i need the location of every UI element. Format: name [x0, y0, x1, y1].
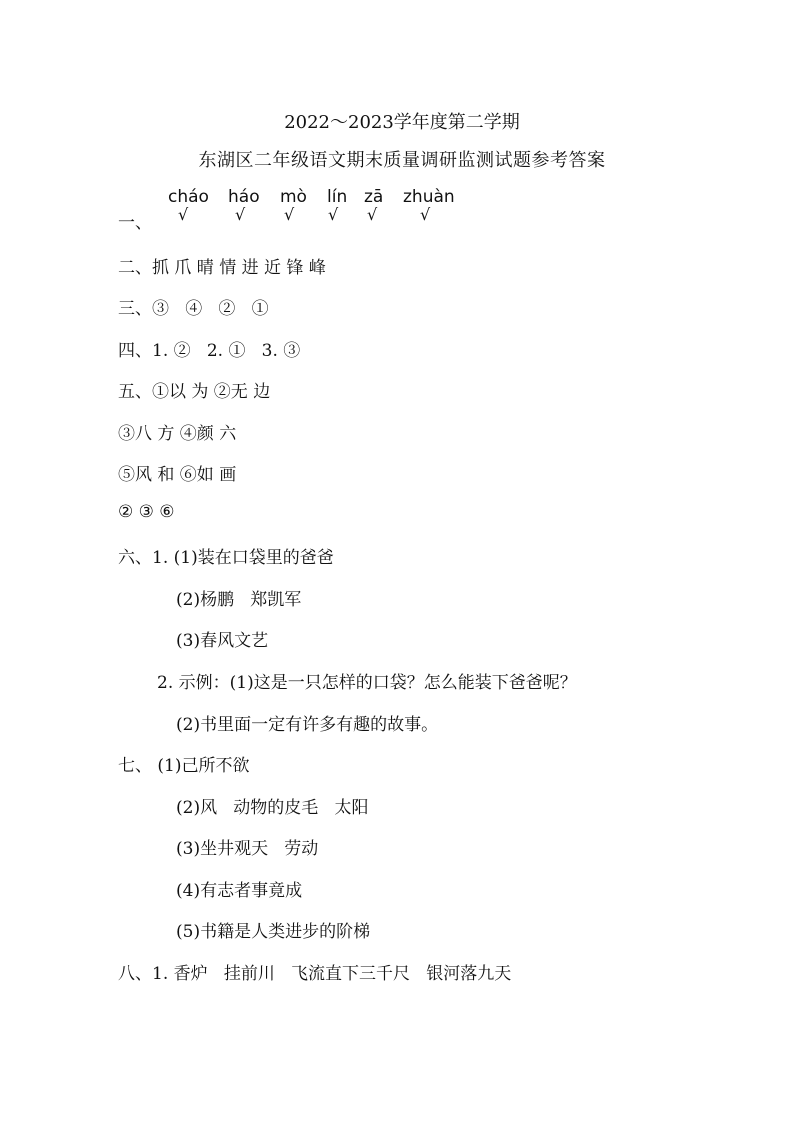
answer-7-2: (2)风 动物的皮毛 太阳: [176, 798, 369, 818]
answer-3: 三、③ ④ ② ①: [118, 299, 269, 319]
answer-6-2-2: (2)书里面一定有许多有趣的故事。: [176, 715, 439, 735]
answer-5-row4: ② ③ ⑥: [118, 502, 175, 522]
check-mark-1: √: [178, 205, 189, 224]
pinyin-6: zhuàn: [403, 187, 455, 207]
pinyin-5: zā: [364, 187, 384, 207]
pinyin-3: mò: [280, 187, 307, 207]
answer-7-3: (3)坐井观天 劳动: [176, 839, 319, 859]
pinyin-1: cháo: [168, 187, 209, 207]
pinyin-2: háo: [228, 187, 260, 207]
answer-5-row3: ⑤风 和 ⑥如 画: [118, 465, 237, 485]
check-mark-4: √: [328, 205, 339, 224]
answer-6-1-3: (3)春风文艺: [176, 631, 269, 651]
answer-7-1: 七、 (1)己所不欲: [118, 756, 250, 776]
check-mark-2: √: [235, 205, 246, 224]
check-mark-3: √: [284, 205, 295, 224]
check-mark-6: √: [420, 205, 431, 224]
doc-subtitle: 东湖区二年级语文期末质量调研监测试题参考答案: [198, 150, 606, 171]
check-mark-5: √: [367, 205, 378, 224]
answer-6-1-1: 六、1. (1)装在口袋里的爸爸: [118, 548, 334, 568]
answer-2: 二、抓 爪 晴 情 进 近 锋 峰: [118, 258, 326, 278]
answer-7-4: (4)有志者事竟成: [176, 881, 303, 901]
answer-7-5: (5)书籍是人类进步的阶梯: [176, 922, 371, 942]
q1-label: 一、: [118, 213, 152, 233]
answer-5-row1: 五、①以 为 ②无 边: [118, 382, 271, 402]
answer-6-2-1: 2. 示例：(1)这是一只怎样的口袋？怎么能装下爸爸呢？: [157, 673, 577, 693]
answer-4: 四、1. ② 2. ① 3. ③: [118, 341, 301, 361]
pinyin-4: lín: [327, 187, 348, 207]
answer-8-1: 八、1. 香炉 挂前川 飞流直下三千尺 银河落九天: [118, 964, 512, 984]
answer-5-row2: ③八 方 ④颜 六: [118, 424, 237, 444]
doc-title: 2022～2023学年度第二学期: [284, 112, 520, 133]
answer-6-1-2: (2)杨鹏 郑凯军: [176, 590, 302, 610]
